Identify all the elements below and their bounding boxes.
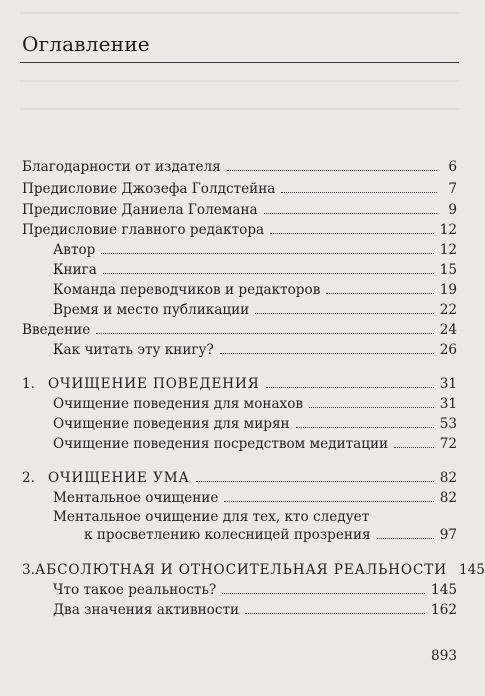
toc-entry[interactable] [22,157,457,177]
toc-entry[interactable] [22,200,457,220]
dot-leader [245,600,425,614]
toc-entry-page: 19 [439,282,457,298]
dot-leader [266,374,434,388]
toc-entry-page: 7 [448,181,457,197]
toc-entry-label: Два значения активности [53,602,240,618]
toc-subentry[interactable] [53,240,457,260]
chapter-number: 1. [22,376,35,392]
toc-entry-label: Время и место публикации [53,302,250,318]
toc-subentry-continuation[interactable] [84,525,457,545]
dot-leader [220,340,434,354]
dot-leader [394,434,434,448]
toc-chapter[interactable] [22,560,485,580]
toc-subentry[interactable] [53,580,457,600]
dot-leader [377,525,434,539]
toc-entry-label: Очищение поведения для монахов [53,396,304,412]
toc-entry-label: Введение [22,322,91,338]
toc-entry-label: Очищение поведения посредством медитации [53,436,389,452]
toc-entry-page: 162 [431,602,457,618]
dot-leader [101,240,433,254]
toc-entry-page: 72 [439,436,457,452]
dot-leader [309,394,434,408]
toc-entry[interactable] [22,179,457,199]
toc-entry[interactable] [22,220,457,240]
toc-subentry[interactable] [53,394,457,414]
dot-leader [281,179,437,193]
toc-entry-page: 26 [439,342,457,358]
toc-subentry[interactable] [53,488,457,508]
bleed-through-line [20,108,459,110]
toc-entry-label: Автор [53,242,96,258]
toc-chapter[interactable] [22,468,457,488]
toc-entry-page: 31 [439,396,457,412]
toc-entry-page: 22 [439,302,457,318]
toc-entry-page: 53 [439,416,457,432]
toc-entry-page: 82 [439,470,457,486]
dot-leader [270,220,434,234]
toc-entry-label: Предисловие главного редактора [22,222,265,238]
toc-entry-label: Очищение поведения для мирян [53,416,290,432]
toc-entry-page: 12 [439,222,457,238]
toc-subentry[interactable] [53,300,457,320]
toc-entry-label: Предисловие Даниела Големана [22,202,258,218]
dot-leader [222,580,425,594]
toc-entry-page: 15 [439,262,457,278]
dot-leader [326,280,433,294]
toc-subentry[interactable] [53,414,457,434]
dot-leader [224,488,433,502]
bleed-through-line [20,80,459,82]
page-number: 893 [431,648,457,664]
toc-entry-label: Книга [53,262,97,278]
dot-leader [255,300,433,314]
toc-entry-label: Что такое реальность? [53,582,217,598]
toc-subentry[interactable] [53,434,457,454]
chapter-title: ОЧИЩЕНИЕ ПОВЕДЕНИЯ [48,376,260,392]
toc-entry-label: Благодарности от издателя [22,159,221,175]
dot-leader [296,414,434,428]
page-title: Оглавление [22,32,150,56]
toc-entry-label: к просветлению колесницей прозрения [84,527,371,543]
toc-entry[interactable] [22,320,457,340]
chapter-title: АБСОЛЮТНАЯ И ОТНОСИТЕЛЬНАЯ РЕАЛЬНОСТИ [34,562,447,578]
toc-entry-page: 145 [458,562,485,578]
chapter-number: 3. [22,562,35,578]
bleed-through-line [20,12,459,14]
toc-entry-page: 6 [448,159,457,175]
toc-entry-page: 145 [431,582,457,598]
chapter-number: 2. [22,470,35,486]
toc-subentry[interactable] [53,340,457,360]
dot-leader [96,320,433,334]
toc-entry-page: 24 [439,322,457,338]
dot-leader [227,157,437,171]
toc-entry-label: Ментальное очищение [53,490,219,506]
toc-entry-page: 82 [439,490,457,506]
toc-entry-label: Команда переводчиков и редакторов [53,282,321,298]
toc-entry-page: 9 [448,202,457,218]
toc-entry-label: Как читать эту книгу? [53,342,214,358]
toc-entry-page: 97 [439,527,457,543]
toc-subentry[interactable] [53,260,457,280]
dot-leader [103,260,434,274]
dot-leader [196,468,434,482]
toc-entry-page: 12 [439,242,457,258]
title-rule [20,62,459,63]
dot-leader [264,200,437,214]
toc-subentry-first-line[interactable]: Ментальное очищение для тех, кто следует [53,509,370,525]
toc-chapter[interactable] [22,374,457,394]
toc-entry-page: 31 [439,376,457,392]
toc-subentry[interactable] [53,600,457,620]
chapter-title: ОЧИЩЕНИЕ УМА [48,470,190,486]
toc-entry-label: Предисловие Джозефа Голдстейна [22,181,276,197]
toc-subentry[interactable] [53,280,457,300]
